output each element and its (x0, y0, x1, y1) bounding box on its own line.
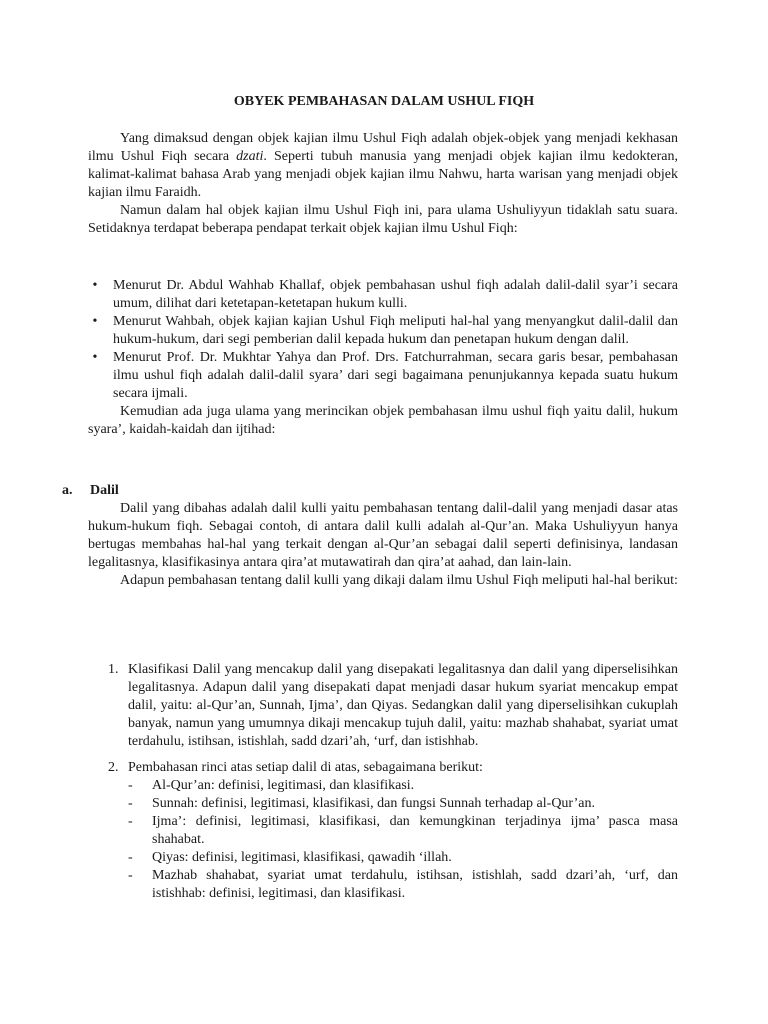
list-item (88, 349, 678, 403)
numbered-item-text: Klasifikasi Dalil yang mencakup dalil yang disepakati legalitasnya dan dalil yang diperselisihkan legalitasnya. Adapun dalil yang disepakati dapat menjadi dasar hukum syariat mencakup empat dalil, yaitu: al-Qur’an, Sunnah, Ijma’, dan Qiyas. Sedangkan dalil yang diperselisihkan cukuplah banyak, namun yang umumnya dikaji mencakup tujuh dalil, yaitu: mazhab shahabat, syariat umat terdahulu, istihsan, istishlah, sadd dzari’ah, ‘urf, dan istishhab. (128, 662, 678, 749)
sub-list-item-text: Sunnah: definisi, legitimasi, klasifikasi, dan fungsi Sunnah terhadap al-Qur’an. (152, 796, 595, 811)
dash-icon: - (128, 868, 133, 883)
intro-paragraph-2: Namun dalam hal objek kajian ilmu Ushul Fiqh ini, para ulama Ushuliyyun tidaklah satu suara. Setidaknya terdapat beberapa pendapat terkait objek kajian ilmu Ushul Fiqh: (88, 203, 678, 236)
dash-icon: - (128, 796, 133, 811)
bullet-icon: • (92, 314, 98, 329)
section-a-body (88, 500, 678, 590)
intro-section (88, 130, 678, 238)
dash-icon: - (128, 850, 133, 865)
list-item-text: Menurut Wahbah, objek kajian kajian Ushul Fiqh meliputi hal-hal yang menyangkut dalil-dalil dan hukum-hukum, dari segi pemberian dalil kepada hukum dan penetapan hukum dengan dalil. (113, 314, 678, 347)
section-a-title: Dalil (90, 483, 119, 498)
intro-p1-text: Yang dimaksud dengan objek kajian ilmu Ushul Fiqh adalah objek-objek yang menjadi kekhasan ilmu Ushul Fiqh secara (88, 131, 678, 164)
list-item (88, 277, 678, 313)
item-number: 1. (108, 662, 119, 677)
dash-icon: - (128, 814, 133, 829)
numbered-item-text: Pembahasan rinci atas setiap dalil di atas, sebagaimana berikut: (128, 760, 483, 775)
sub-list-item-text: Qiyas: definisi, legitimasi, klasifikasi, qawadih ‘illah. (152, 850, 452, 865)
section-a-label: a. (62, 483, 73, 498)
opinion-list (88, 277, 678, 403)
dalil-numbered-list (88, 661, 678, 903)
section-a-heading (62, 482, 119, 500)
sub-list-item (128, 849, 678, 867)
sub-list-item (128, 795, 678, 813)
bullet-icon: • (92, 278, 98, 293)
dalil-sub-list (128, 777, 678, 903)
list-item (88, 313, 678, 349)
sub-list-item-text: Mazhab shahabat, syariat umat terdahulu, istihsan, istishlah, sadd dzari’ah, ‘urf, dan istishhab: definisi, legitimasi, dan klasifikasi. (152, 868, 678, 901)
after-bullets-paragraph: Kemudian ada juga ulama yang merincikan objek pembahasan ilmu ushul fiqh yaitu dalil, hukum syara’, kaidah-kaidah dan ijtihad: (88, 404, 678, 437)
dash-icon: - (128, 778, 133, 793)
sub-list-item (128, 867, 678, 903)
bullet-icon: • (92, 350, 98, 365)
list-item-text: Menurut Dr. Abdul Wahhab Khallaf, objek pembahasan ushul fiqh adalah dalil-dalil syar’i secara umum, dilihat dari ketetapan-ketetapan hukum kulli. (113, 278, 678, 311)
section-a-paragraph-1: Dalil yang dibahas adalah dalil kulli yaitu pembahasan tentang dalil-dalil yang menjadi dasar atas hukum-hukum fiqh. Sebagai contoh, di antara dalil kulli adalah al-Qur’an. Maka Ushuliyyun hanya bertugas membahas hal-hal yang terkait dengan al-Qur’an sebagai dalil seperti definisinya, landasan legalitasnya, klasifikasinya antara qira’at mutawatirah dan qira’at aahad, dan lain-lain. (88, 501, 678, 570)
sub-list-item-text: Al-Qur’an: definisi, legitimasi, dan klasifikasi. (152, 778, 415, 793)
intro-p1-text-after: . Seperti tubuh manusia yang menjadi objek kajian ilmu kedokteran, kalimat-kalimat bahasa Arab yang menjadi objek kajian ilmu Nahwu, harta warisan yang menjadi objek kajian ilmu Faraidh. (88, 149, 678, 200)
sub-list-item-text: Ijma’: definisi, legitimasi, klasifikasi, dan kemungkinan terjadinya ijma’ pasca masa shahabat. (152, 814, 678, 847)
intro-p1-italic: dzati (236, 149, 264, 164)
list-item-text: Menurut Prof. Dr. Mukhtar Yahya dan Prof. Drs. Fatchurrahman, secara garis besar, pembahasan ilmu ushul fiqh adalah dalil-dalil syara’ dari segi bagaimana penunjukannya kepada suatu hukum secara ijmali. (113, 350, 678, 401)
intro-paragraph-1 (88, 130, 678, 202)
dalil-list-section (88, 661, 678, 903)
item-number: 2. (108, 760, 119, 775)
sub-list-item (128, 777, 678, 795)
numbered-item (88, 661, 678, 751)
page-title: OBYEK PEMBAHASAN DALAM USHUL FIQH (233, 94, 535, 109)
sub-list-item (128, 813, 678, 849)
opinions-section (88, 277, 678, 439)
section-a-paragraph-2: Adapun pembahasan tentang dalil kulli yang dikaji dalam ilmu Ushul Fiqh meliputi hal-hal berikut: (120, 573, 678, 588)
numbered-item (88, 759, 678, 903)
